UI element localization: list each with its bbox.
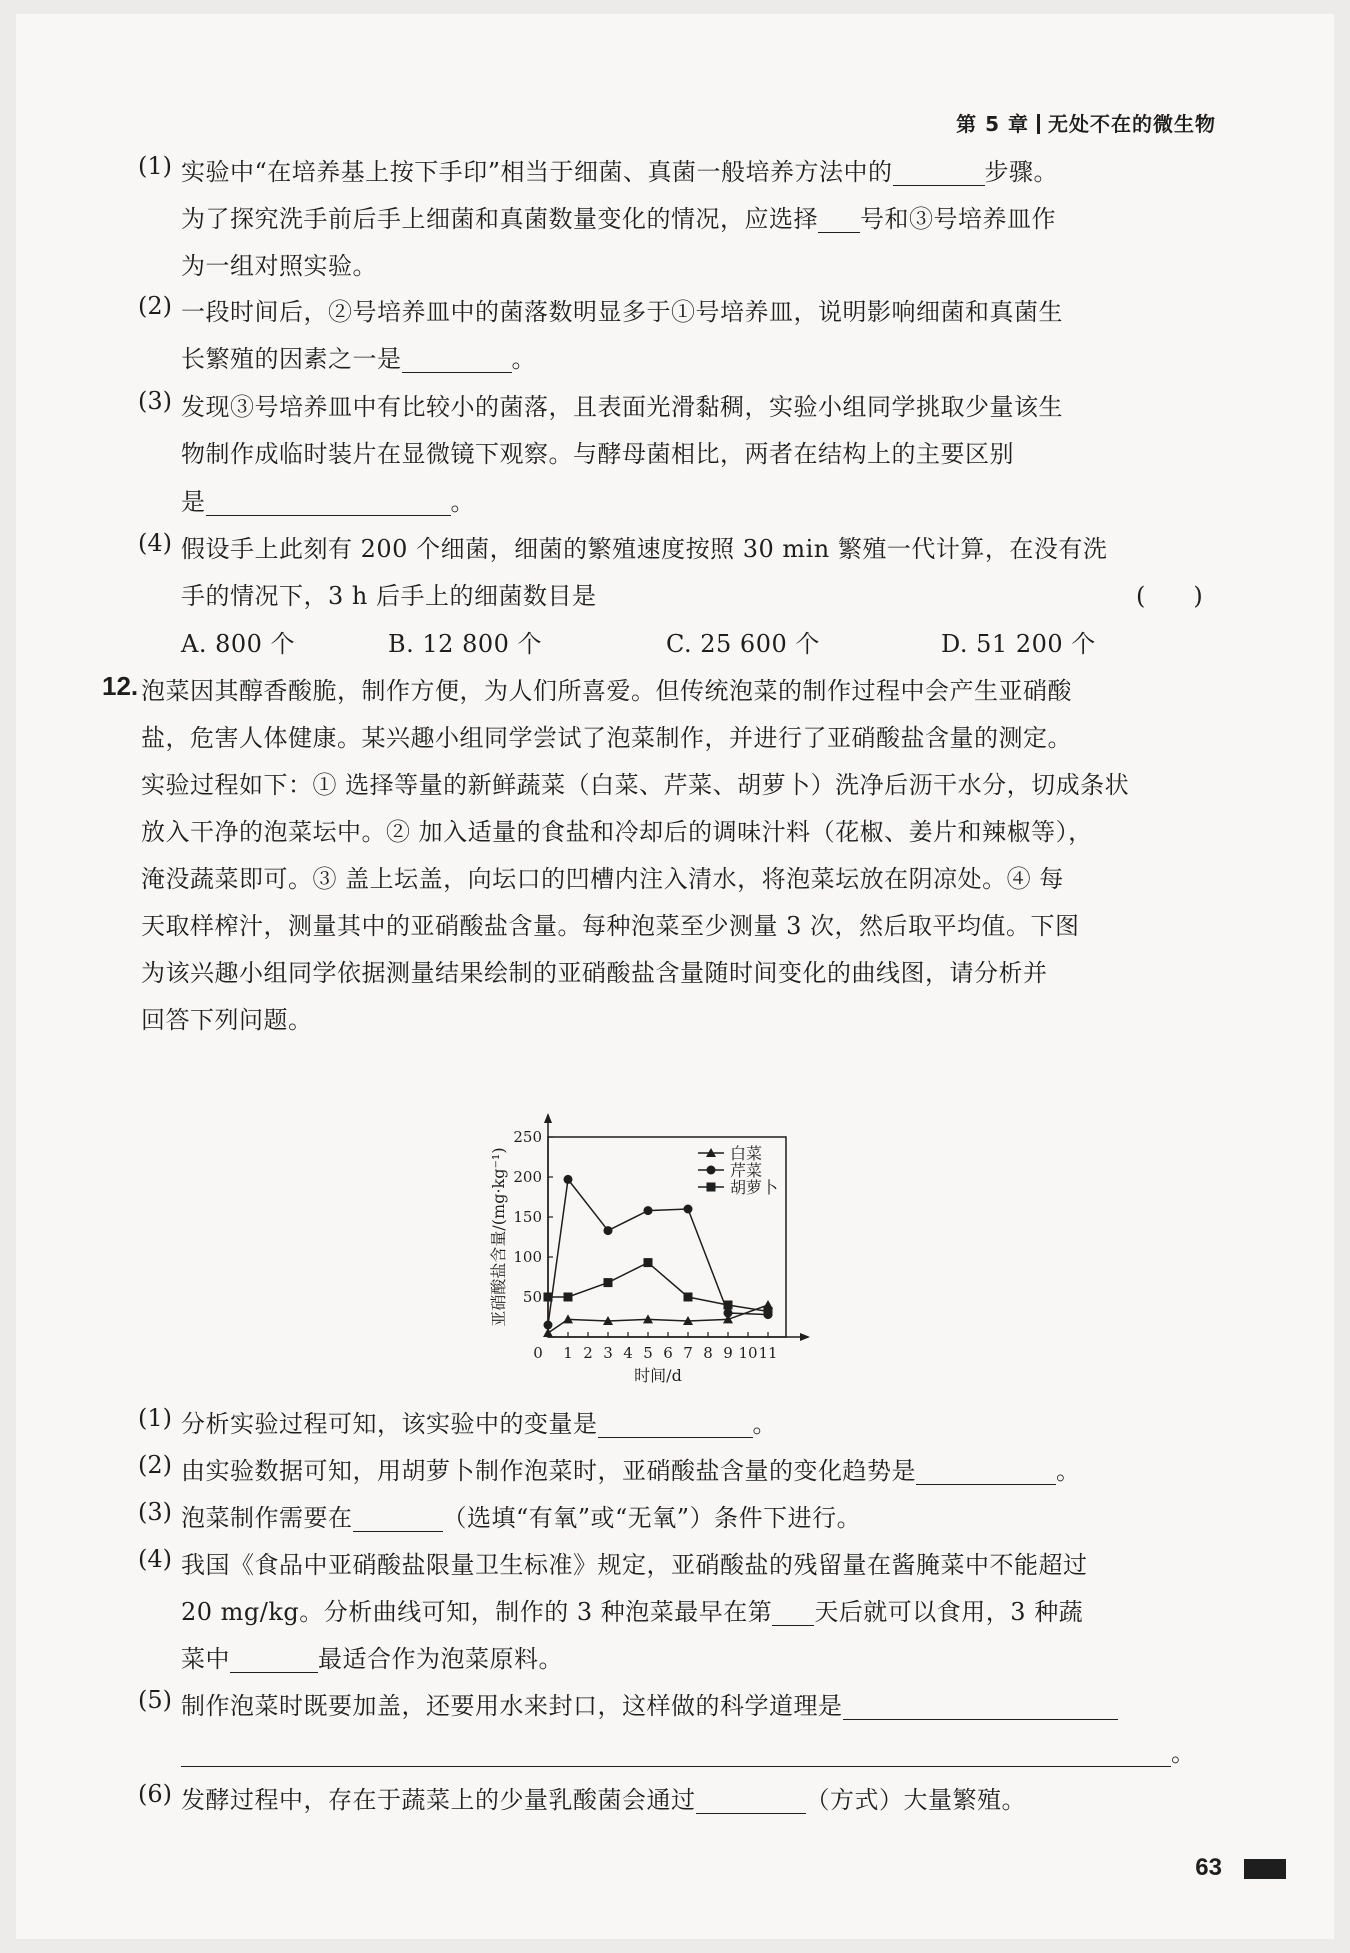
s3-text-end: （选填“有氧”或“无氧”）条件下进行。 (442, 1504, 862, 1532)
page (16, 14, 1334, 1939)
q1-text: 实验中“在培养基上按下手印”相当于细菌、真菌一般培养方法中的 (181, 158, 893, 186)
data-point (764, 1307, 773, 1316)
x-tick-label: 1 (563, 1344, 573, 1362)
q3-text: 是 (181, 488, 206, 516)
answer-blank[interactable] (772, 1599, 814, 1626)
q12-line: 天取样榨汁，测量其中的亚硝酸盐含量。每种泡菜至少测量 3 次，然后取平均值。下图 (141, 912, 1080, 940)
q12-line: 回答下列问题。 (141, 1006, 313, 1034)
q3-line-2: 物制作成临时装片在显微镜下观察。与酵母菌相比，两者在结构上的主要区别 (181, 440, 1014, 468)
answer-blank[interactable] (353, 1505, 443, 1532)
legend-label: 芹菜 (730, 1161, 763, 1180)
s1-text: 分析实验过程可知，该实验中的变量是 (181, 1410, 598, 1438)
x-tick-label: 9 (723, 1344, 733, 1362)
answer-blank[interactable] (598, 1411, 753, 1438)
s4-text-end: 最适合作为泡菜原料。 (318, 1645, 563, 1673)
x-tick-label: 4 (623, 1344, 633, 1362)
data-point (684, 1205, 693, 1214)
page-number-bar (1244, 1859, 1286, 1879)
page-number: 63 (1195, 1854, 1222, 1881)
data-point (644, 1258, 653, 1267)
y-tick-label: 250 (513, 1128, 542, 1146)
nitrite-line-chart (471, 1054, 891, 1384)
data-point (724, 1309, 733, 1318)
s4-text-3: 菜中 (181, 1645, 230, 1673)
s6-text-end: （方式）大量繁殖。 (805, 1786, 1026, 1814)
s5-text: 制作泡菜时既要加盖，还要用水来封口，这样做的科学道理是 (181, 1692, 843, 1720)
answer-blank[interactable] (843, 1693, 1118, 1720)
sub-number-1: (1) (138, 152, 172, 180)
s2-line (181, 1451, 1081, 1486)
data-point (564, 1293, 573, 1302)
q1-line-3: 为一组对照实验。 (181, 252, 377, 280)
sub-number-6: (6) (138, 1780, 172, 1808)
answer-blank[interactable] (696, 1787, 806, 1814)
q4-line-1: 假设手上此刻有 200 个细菌，细菌的繁殖速度按照 30 min 繁殖一代计算，在没有洗 (181, 535, 1108, 563)
chapter-title: 无处不在的微生物 (1048, 112, 1216, 136)
q12-line: 为该兴趣小组同学依据测量结果绘制的亚硝酸盐含量随时间变化的曲线图，请分析并 (141, 959, 1048, 987)
q1-text-2: 为了探究洗手前后手上细菌和真菌数量变化的情况，应选择 (181, 205, 818, 233)
header-separator (1037, 114, 1040, 134)
legend-label: 胡萝卜 (730, 1178, 779, 1197)
q12-line: 实验过程如下：① 选择等量的新鲜蔬菜（白菜、芹菜、胡萝卜）洗净后沥干水分，切成条状 (141, 771, 1130, 799)
sub-number-2: (2) (138, 292, 172, 320)
y-tick-label: 150 (513, 1208, 542, 1226)
series-line (548, 1305, 768, 1333)
question-number: 12. (102, 671, 139, 701)
answer-blank[interactable] (230, 1646, 318, 1673)
data-point (564, 1175, 573, 1184)
x-tick-label: 7 (683, 1344, 693, 1362)
x-axis-arrow (800, 1333, 810, 1341)
answer-blank[interactable] (206, 489, 451, 516)
chapter-header (956, 108, 1216, 137)
answer-blank[interactable] (181, 1740, 1171, 1767)
series-line (548, 1263, 768, 1312)
q12-line: 放入干净的泡菜坛中。② 加入适量的食盐和冷却后的调味汁料（花椒、姜片和辣椒等）， (141, 818, 1093, 846)
q1-line-1 (181, 152, 1058, 187)
y-axis-label: 亚硝酸盐含量/(mg·kg⁻¹) (489, 1147, 508, 1327)
sub-number-3: (3) (138, 1498, 172, 1526)
data-point (604, 1278, 613, 1287)
sub-number-5: (5) (138, 1686, 172, 1714)
s1-line (181, 1404, 777, 1439)
s5-text-end: 。 (1171, 1739, 1196, 1767)
q12-line: 盐，危害人体健康。某兴趣小组同学尝试了泡菜制作，并进行了亚硝酸盐含量的测定。 (141, 724, 1072, 752)
x-tick-label: 6 (663, 1344, 673, 1362)
q1-line-2 (181, 199, 1056, 234)
q2-line-2 (181, 339, 536, 374)
q2-text-end: 。 (511, 345, 536, 373)
x-tick-label: 5 (643, 1344, 653, 1362)
answer-blank[interactable] (402, 346, 512, 373)
s4-line-3 (181, 1639, 563, 1674)
y-tick-label: 50 (522, 1288, 542, 1306)
q2-line-1: 一段时间后，②号培养皿中的菌落数明显多于①号培养皿，说明影响细菌和真菌生 (181, 298, 1063, 326)
sub-number-4: (4) (138, 1545, 172, 1573)
option-a[interactable]: A. 800 个 (181, 630, 296, 658)
answer-blank[interactable] (893, 159, 985, 186)
y-axis-arrow (544, 1113, 552, 1123)
x-tick-label: 11 (758, 1344, 778, 1362)
answer-blank[interactable] (818, 206, 860, 233)
legend-label: 白菜 (730, 1144, 763, 1163)
series-line (548, 1179, 768, 1325)
s4-line-2 (181, 1592, 1083, 1627)
sub-number-2: (2) (138, 1451, 172, 1479)
s5-line-2 (181, 1733, 1196, 1768)
data-point (644, 1206, 653, 1215)
data-point (724, 1301, 733, 1310)
sub-number-3: (3) (138, 387, 172, 415)
q3-line-1: 发现③号培养皿中有比较小的菌落，且表面光滑黏稠，实验小组同学挑取少量该生 (181, 393, 1063, 421)
q12-line: 淹没蔬菜即可。③ 盖上坛盖，向坛口的凹槽内注入清水，将泡菜坛放在阴凉处。④ 每 (141, 865, 1064, 893)
sub-number-1: (1) (138, 1404, 172, 1432)
s2-text: 由实验数据可知，用胡萝卜制作泡菜时，亚硝酸盐含量的变化趋势是 (181, 1457, 916, 1485)
q4-line-2: 手的情况下，3 h 后手上的细菌数目是 (181, 582, 597, 610)
data-point (544, 1293, 553, 1302)
s3-line (181, 1498, 861, 1533)
option-d[interactable]: D. 51 200 个 (941, 630, 1096, 658)
s2-text-end: 。 (1056, 1457, 1081, 1485)
s5-line-1 (181, 1686, 1118, 1721)
x-tick-label: 8 (703, 1344, 713, 1362)
chapter-number: 第 5 章 (956, 112, 1029, 136)
sub-number-4: (4) (138, 529, 172, 557)
data-point (604, 1226, 613, 1235)
s4-text-mid: 天后就可以食用，3 种蔬 (814, 1598, 1084, 1626)
q12-line: 泡菜因其醇香酸脆，制作方便，为人们所喜爱。但传统泡菜的制作过程中会产生亚硝酸 (141, 677, 1072, 705)
s4-line-1: 我国《食品中亚硝酸盐限量卫生标准》规定，亚硝酸盐的残留量在酱腌菜中不能超过 (181, 1551, 1088, 1579)
q2-text: 长繁殖的因素之一是 (181, 345, 402, 373)
q1-text-end: 步骤。 (984, 158, 1059, 186)
x-tick-label: 10 (738, 1344, 758, 1362)
s3-text: 泡菜制作需要在 (181, 1504, 353, 1532)
answer-parentheses[interactable]: ( ) (1136, 582, 1203, 610)
q3-text-end: 。 (450, 488, 475, 516)
q3-line-3 (181, 482, 475, 517)
s6-text: 发酵过程中，存在于蔬菜上的少量乳酸菌会通过 (181, 1786, 696, 1814)
data-point (684, 1293, 693, 1302)
x-axis-label: 时间/d (634, 1366, 682, 1384)
s1-text-end: 。 (752, 1410, 777, 1438)
x-tick-label: 0 (533, 1344, 543, 1362)
s6-line (181, 1780, 1026, 1815)
data-point (544, 1321, 553, 1330)
option-b[interactable]: B. 12 800 个 (388, 630, 542, 658)
legend-marker (707, 1166, 716, 1175)
q1-text-2-end: 号和③号培养皿作 (860, 205, 1056, 233)
y-tick-label: 200 (513, 1168, 542, 1186)
y-tick-label: 100 (513, 1248, 542, 1266)
x-tick-label: 2 (583, 1344, 593, 1362)
s4-text: 20 mg/kg。分析曲线可知，制作的 3 种泡菜最早在第 (181, 1598, 773, 1626)
option-c[interactable]: C. 25 600 个 (666, 630, 820, 658)
answer-blank[interactable] (916, 1458, 1056, 1485)
legend-marker (707, 1183, 716, 1192)
x-tick-label: 3 (603, 1344, 613, 1362)
